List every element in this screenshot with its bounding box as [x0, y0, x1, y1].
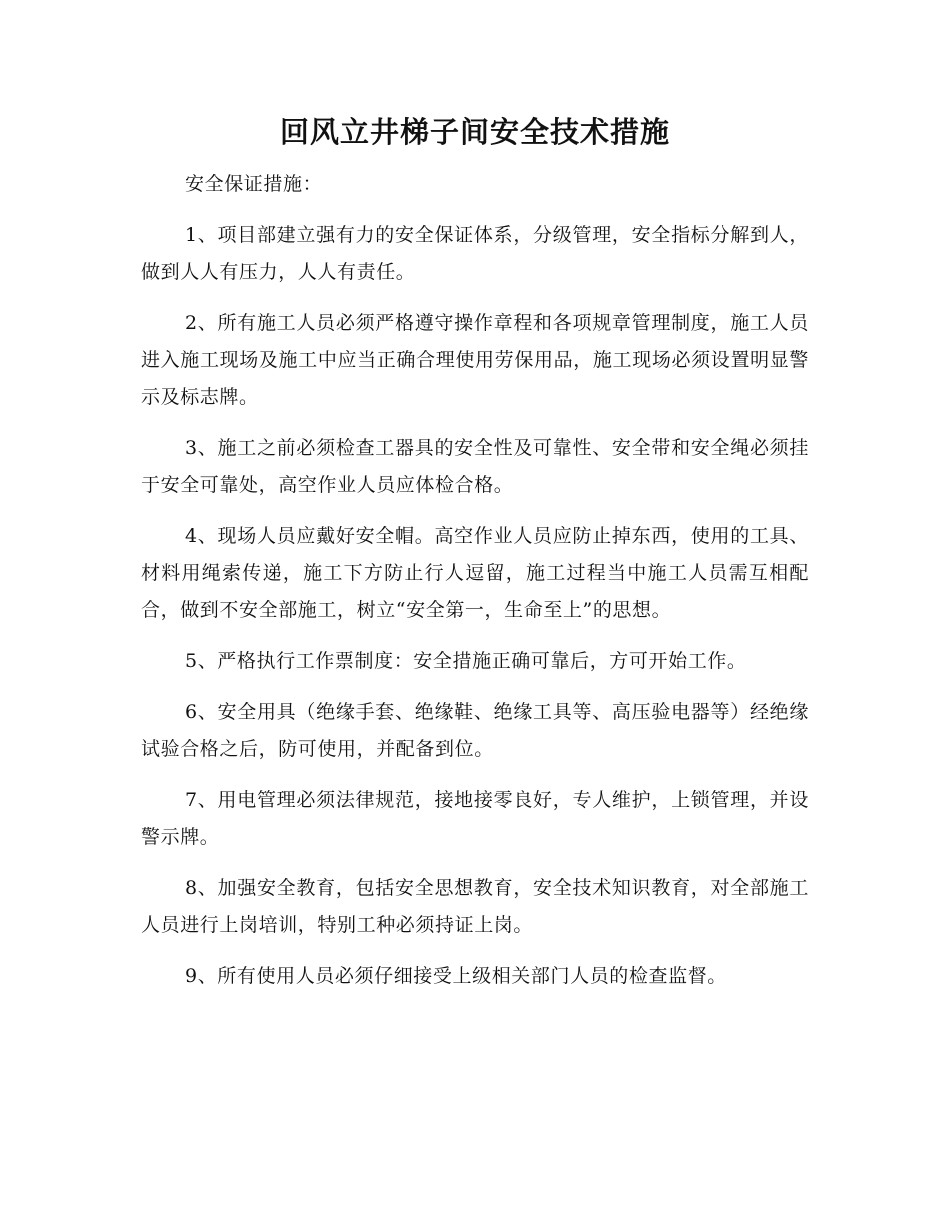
measure-item-2: 2、所有施工人员必须严格遵守操作章程和各项规章管理制度，施工人员进入施工现场及施工中应当正确合理使用劳保用品，施工现场必须设置明显警示及标志牌。 [141, 312, 809, 408]
measure-item-7: 7、用电管理必须法律规范，接地接零良好，专人维护，上锁管理，并设警示牌。 [141, 789, 809, 848]
measure-item-6: 6、安全用具（绝缘手套、绝缘鞋、绝缘工具等、高压验电器等）经绝缘试验合格之后，防可使用，并配备到位。 [141, 701, 809, 760]
measure-item-5: 5、严格执行工作票制度：安全措施正确可靠后，方可开始工作。 [185, 650, 747, 672]
intro-paragraph: 安全保证措施： [185, 173, 323, 195]
measure-item-8: 8、加强安全教育，包括安全思想教育，安全技术知识教育，对全部施工人员进行上岗培训，特别工种必须持证上岗。 [141, 877, 809, 936]
measure-item-1: 1、项目部建立强有力的安全保证体系，分级管理，安全指标分解到人，做到人人有压力，人人有责任。 [141, 224, 809, 283]
measure-item-4: 4、现场人员应戴好安全帽。高空作业人员应防止掉东西，使用的工具、材料用绳索传递，施工下方防止行人逗留，施工过程当中施工人员需互相配合，做到不安全部施工，树立“安全第一，生命至上”的思想。 [141, 525, 809, 621]
document-body [141, 166, 809, 995]
document-title: 回风立井梯子间安全技术措施 [279, 115, 670, 149]
measure-item-9: 9、所有使用人员必须仔细接受上级相关部门人员的检查监督。 [185, 965, 727, 987]
measure-item-3: 3、施工之前必须检查工器具的安全性及可靠性、安全带和安全绳必须挂于安全可靠处，高空作业人员应体检合格。 [141, 437, 809, 496]
